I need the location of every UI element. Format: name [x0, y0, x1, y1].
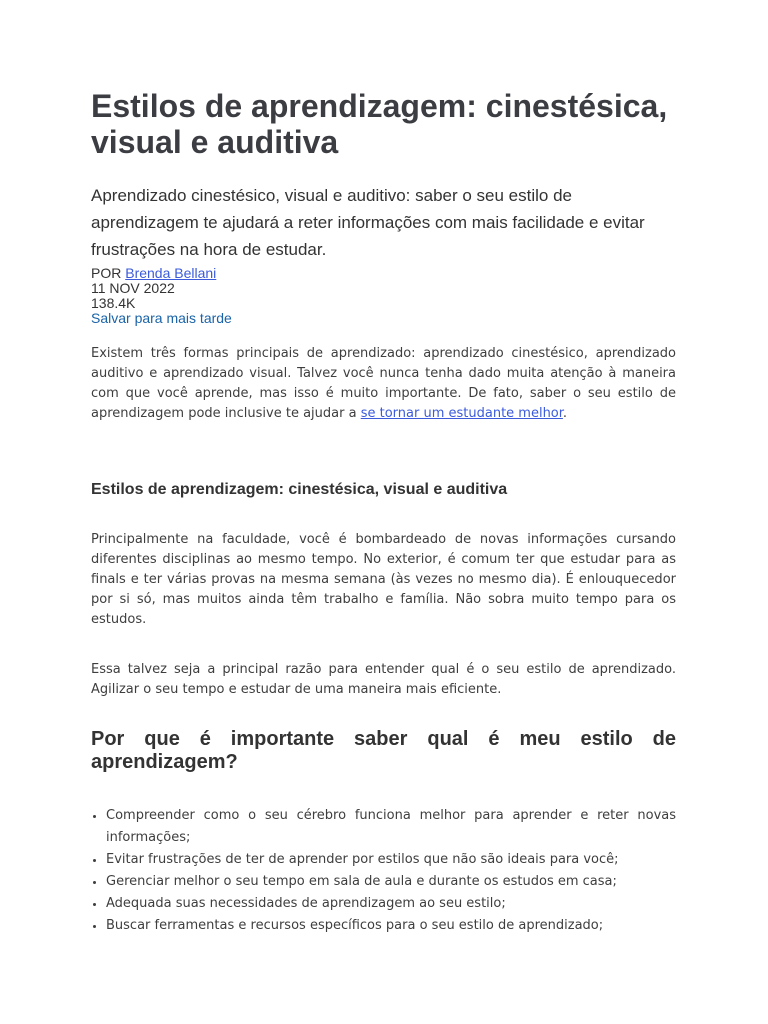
article-lead: Aprendizado cinestésico, visual e auditivo: saber o seu estilo de aprendizagem te ajudará a reter informações com mais facilidade e evitar frustrações na hora de estudar.	[91, 186, 645, 259]
publish-date: 11 NOV 2022	[91, 280, 175, 296]
paragraph-reason: Essa talvez seja a principal razão para entender qual é o seu estilo de aprendizado. Agilizar o seu tempo e estudar de uma maneira mais eficiente.	[91, 662, 676, 697]
intro-end: .	[562, 406, 568, 421]
byline	[91, 266, 676, 281]
author-link[interactable]: Brenda Bellani	[125, 265, 217, 281]
list-item: • Adequada suas necessidades de aprendizagem ao seu estilo;	[106, 893, 676, 915]
list-item: • Evitar frustrações de ter de aprender por estilos que não são ideais para você;	[106, 849, 676, 871]
why-heading: Por que é importante saber qual é meu estilo de aprendizagem?	[91, 728, 676, 773]
intro-paragraph	[91, 344, 676, 424]
reasons-list	[91, 805, 676, 937]
section-heading: Estilos de aprendizagem: cinestésica, visual e auditiva	[91, 481, 508, 498]
view-count: 138.4K	[91, 295, 136, 311]
list-item: • Buscar ferramentas e recursos específicos para o seu estilo de aprendizado;	[106, 915, 676, 937]
save-for-later-link[interactable]: Salvar para mais tarde	[91, 310, 232, 326]
list-item: • Compreender como o seu cérebro funciona melhor para aprender e reter novas informações;	[106, 805, 676, 849]
list-item: • Gerenciar melhor o seu tempo em sala de aula e durante os estudos em casa;	[106, 871, 676, 893]
paragraph-college: Principalmente na faculdade, você é bombardeado de novas informações cursando diferentes disciplinas ao mesmo tempo. No exterior, é comum ter que estudar para as finals e ter várias provas na mesma semana (às vezes no mesmo dia). É enlouquecedor por si só, mas muitos ainda têm trabalho e família. Não sobra muito tempo para os estudos.	[91, 532, 676, 627]
byline-prefix: POR	[91, 265, 122, 281]
intro-text: Existem três formas principais de aprendizado: aprendizado cinestésico, aprendizado auditivo e aprendizado visual. Talvez você nunca tenha dado muita atenção à maneira com que você aprende, mas isso é muito importante. De fato, saber o seu estilo de aprendizagem pode inclusive te ajudar a	[91, 346, 676, 421]
article-title: Estilos de aprendizagem: cinestésica, visual e auditiva	[91, 88, 668, 160]
article-meta	[91, 266, 676, 326]
better-student-link[interactable]: se tornar um estudante melhor	[360, 406, 563, 421]
